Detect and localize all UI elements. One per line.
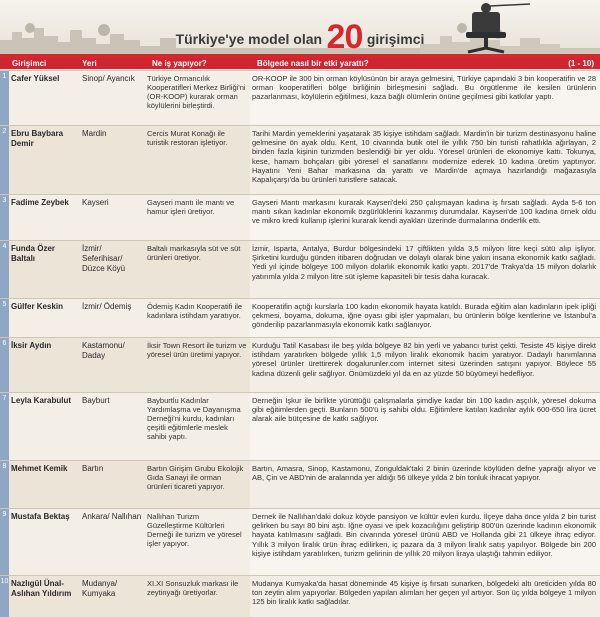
row-number: 8 [0, 461, 9, 508]
table-row [0, 392, 600, 460]
regional-impact: Bartın, Amasra, Sinop, Kastamonu, Zonguldak'taki 2 binin üzerinde köylüden defne yaprağı alıyor ve AB, Çin ve ABD'nin de aralarında yer aldığı 56 ülkeye yılda 2 bin tonluk ihracat yapıyor. [252, 464, 596, 483]
col-impact: Bölgede nasıl bir etki yarattı? [257, 59, 369, 68]
title-suffix: girişimci [366, 31, 425, 47]
entrepreneur-name: Gülfer Keskin [11, 302, 64, 311]
row-number: 7 [0, 393, 9, 460]
row-number: 3 [0, 195, 9, 240]
business-description: Cercis Murat Konağı ile turistik restoran işletiyor. [147, 129, 228, 147]
regional-impact: Mudanya Kumyaka'da hasat döneminde 45 kişiye iş fırsatı sunarken, bölgedeki altı üreticiden yılda 80 ton zeytin alım yapıyorlar. Bölgeden yapılan alımları her geçen yıl artıyor. Son üç yılda bölgeye 1 milyon 125 bin liralık katkı sağladılar. [252, 579, 596, 607]
location: Mudanya/ Kumyaka [82, 579, 118, 598]
table-row [0, 125, 600, 194]
table-row [0, 298, 600, 337]
business-description: Bartın Girişim Grubu Ekolojik Gıda Sanayi ile orman ürünleri ticareti yapıyor. [147, 464, 244, 491]
entrepreneur-name: Funda Özer Baltalı [11, 244, 56, 263]
table-row [0, 194, 600, 240]
location: İzmir/ Ödemiş [82, 302, 132, 311]
table-row [0, 70, 600, 125]
location: İzmir/ Seferihisar/ Düzce Köyü [82, 244, 126, 273]
entrepreneur-name: Fadime Zeybek [11, 198, 69, 207]
regional-impact: Kurduğu Tatil Kasabası ile beş yılda bölgeye 82 bin yerli ve yabancı turist çekti. Tesiste 45 kişiye direkt istihdam yaratırken bölgede yıllık 1,5 milyon liralık ekonomik hacim yaratıyor. Dadaylı hanımlarına yöresel ürünler ürettirerek dogalurunler.com internet sitesi üzerinden satışını yapıyor. Böylece 55 kadına düzenli gelir sağlıyor. Önümüzdeki yıl da en az yüzde 50 büyümeyi hedefliyor. [252, 341, 596, 378]
table-row [0, 575, 600, 617]
page-range: (1 - 10) [568, 59, 594, 68]
table-header [0, 58, 600, 69]
business-description: XI.XI Sonsuzluk markası ile zeytinyağı üretiyorlar. [147, 579, 239, 597]
location: Bartın [82, 464, 104, 473]
location: Kastamonu/ Daday [82, 341, 125, 360]
row-number: 5 [0, 299, 9, 337]
location: Ankara/ Nallıhan [82, 512, 142, 521]
row-number: 9 [0, 509, 9, 575]
business-description: Nallıhan Turizm Güzelleştirme Kültürleri Derneği ile turizm ve yöresel işler yapıyor. [147, 512, 242, 548]
row-number: 2 [0, 126, 9, 194]
entrepreneur-name: Mehmet Kemik [11, 464, 68, 473]
regional-impact: Kooperatifin açtığı kurslarla 100 kadın ekonomik hayata katıldı. Burada eğitim alan kadınların ipek ipliği çekmesi, boyama, dokuma, iğne oyası gibi işler yapmaları, bu ürünlerin bölge kentlerine ve İstanbul'a gönderilip pazarlanmasıyla ekonomik katkı sağlanıyor. [252, 302, 596, 330]
entrepreneur-name: Cafer Yüksel [11, 74, 60, 83]
table-row [0, 460, 600, 508]
col-location: Yeri [82, 59, 97, 68]
regional-impact: Dernek ile Nallıhan'daki dokuz köyde pansiyon ve kültür evleri kurdu. İlçeye daha önce yılda 2 bin turist gelirken bu sayı 80 bini aştı. İğne oyası ve ipek kozacılığını geliştirip 800'ün üzerinde kadının ekonomik hayata katılmasını sağladı. Bin civarında yöresel ürünü ABD ve Hollanda gibi 21 ülkeye ihraç ediyor. Yıllık 3 milyon liralık ürün ihraç edilirken, iç pazara da 3 milyon liralık satış yapılıyor. Bölgede bin 200 kişiye istihdam yaratılırken, turizm gelirinin de yıllık 20 milyon liraya ulaştığı tahmin ediliyor. [252, 512, 596, 558]
location: Sinop/ Ayancık [82, 74, 135, 83]
table-row [0, 337, 600, 392]
regional-impact: Gayseri Mantı markasını kurarak Kayseri'deki 250 çalışmayan kadına iş fırsatı sağladı. Ayda 5-6 ton mantı sıkan kadınlar ekonomik özgürlüklerini kazanmış durumdalar. Kayseri'de 100 kadına örnek oldu ve mikro kredi kullanıp işlerini kurarak kendi ayakları üzerinde durmalarına önderlik etti. [252, 198, 596, 226]
business-description: Bayburtlu Kadınlar Yardımlaşma ve Dayanışma Derneği'ni kurdu, kadınları çeşitli eğitimlerle meslek sahibi yaptı. [147, 396, 241, 441]
col-what: Ne iş yapıyor? [152, 59, 207, 68]
location: Bayburt [82, 396, 110, 405]
entrepreneur-name: Mustafa Bektaş [11, 512, 70, 521]
row-number: 4 [0, 241, 9, 298]
title-prefix: Türkiye'ye model olan [175, 31, 323, 47]
row-number: 10 [0, 576, 9, 617]
regional-impact: Derneğin İşkur ile birlikte yürüttüğü çalışmalarla şimdiye kadar bin 100 kadın aşçılık, yöresel dokuma gibi eğitimlerden geçti. Bunların 500'ü iş sahibi oldu. Eğitimlere katılan kadınlar aylık 600-650 lira ücret alarak aile bütçesine de katkı sağlıyor. [252, 396, 596, 424]
row-number: 1 [0, 71, 9, 125]
col-entrepreneur: Girişimci [12, 59, 47, 68]
row-number: 6 [0, 338, 9, 392]
header-banner [0, 0, 600, 54]
regional-impact: İzmir, Isparta, Antalya, Burdur bölgesindeki 17 çiftlikten yılda 3,5 milyon litre keçi sütü alıp işliyor. Şirketini kurduğu günden itibaren doğrudan ve dolaylı olarak bine yakın insana ekonomik katkı sağladı. Yedi yıl içinde bölgeye 100 milyon dolarlık ekonomik katkı yaptı. 2017'de Trakya'da 15 milyon dolarlık yatırımla yılda 2 milyon litre süt işleme kapasiteli bir tesis daha kuracak. [252, 244, 596, 281]
table-row [0, 240, 600, 298]
table-row [0, 508, 600, 575]
regional-impact: Tarihi Mardin yemeklerini yaşatarak 35 kişiye istihdam sağladı. Mardin'in bir turizm destinasyonu haline gelmesine ön ayak oldu. Kent, 10 civarında butik otel ile yıllık 750 bin turisti rahatlıkla ağırlayan, 2 binden fazla kişinin turizmden beslendiği bir yer oldu. Yöresel ürünleri de ekonomiye kattı. Tokunya, kese, hamam bohçaları gibi yöresel el sanatlarını modernize ederek 10 kadına üretim yaptırıyor. Hayatını Yeni Bahar markasına da yarattı ve Mardin'de açmaya hazırlandığı mağazasıyla Kapalıçarşı'da bu ürünleri turistlere satacak. [252, 129, 596, 185]
location: Kayseri [82, 198, 109, 207]
business-description: İksir Town Resort ile turizm ve yöresel ürün üretimi yapıyor. [147, 341, 247, 359]
business-description: Baltalı markasıyla süt ve süt ürünleri üretiyor. [147, 244, 241, 262]
business-description: Ödemiş Kadın Kooperatifi ile kadınlara istihdam yaratıyor. [147, 302, 243, 320]
business-description: Gayseri mantı ile mantı ve hamur işleri üretiyor. [147, 198, 235, 216]
entrepreneur-name: Nazlıgül Ünal-Aslıhan Yıldırım [11, 579, 72, 598]
entrepreneur-name: İksir Aydın [11, 341, 52, 350]
entrepreneur-name: Ebru Baybara Demir [11, 129, 64, 148]
page-title [0, 18, 600, 54]
regional-impact: OR-KOOP ile 300 bin orman köylüsünün bir araya gelmesini, Türkiye çapındaki 3 bin kooperatifin ve 28 orman kooperatifleri bölge birliğinin birleşmesini sağladı. Bu örgütlenme ile kesilen ürünlerin pazarlanması, köylülerin eğitilmesi, kaza bağlı ölümlerin önüne geçilmesi gibi katkılar yaptı. [252, 74, 596, 102]
entrepreneur-name: Leyla Karabulut [11, 396, 72, 405]
business-description: Türkiye Ormancılık Kooperatifleri Merkez Birliği'ni (OR-KOOP) kurarak orman köylülerini birleştirdi. [147, 74, 246, 110]
title-number: 20 [326, 18, 363, 54]
location: Mardin [82, 129, 107, 138]
